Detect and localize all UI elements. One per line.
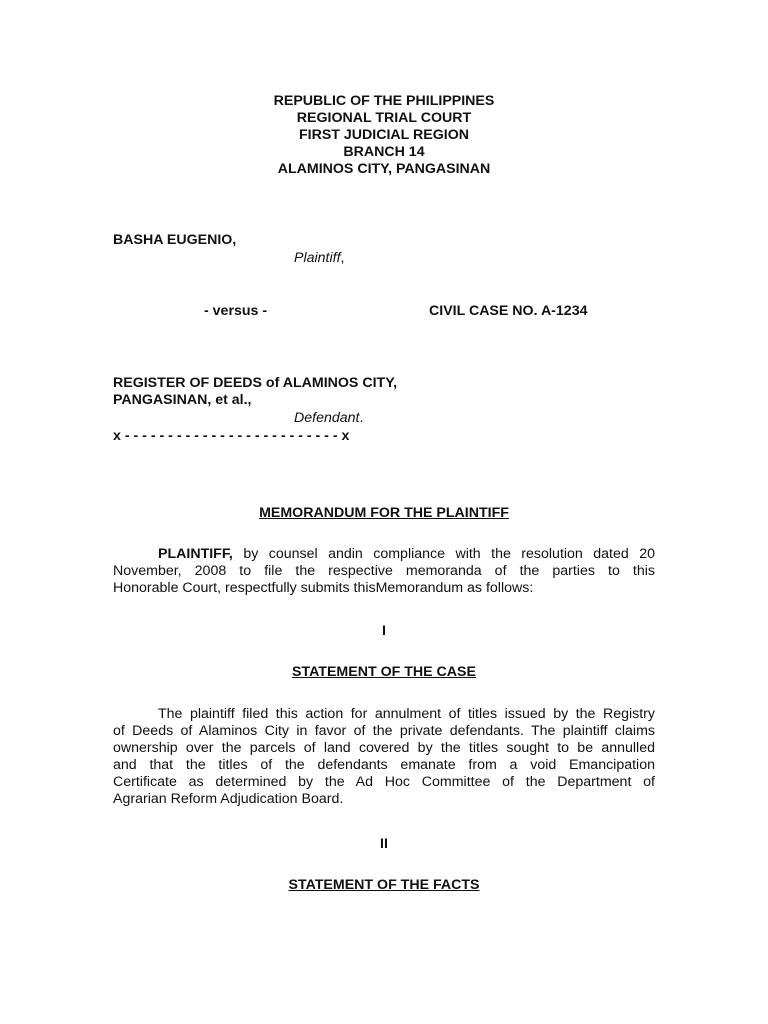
court-header-line: BRANCH 14 bbox=[343, 144, 425, 160]
section1-line: ownership over the parcels of land covered by the titles sought to be annulled bbox=[113, 740, 655, 756]
intro-line: Honorable Court, respectfully submits thisMemorandum as follows: bbox=[113, 580, 534, 596]
court-header bbox=[0, 93, 768, 178]
plaintiff-role-comma: , bbox=[340, 250, 345, 266]
court-header-line: REGIONAL TRIAL COURT bbox=[296, 110, 472, 126]
defendant-name-line2: PANGASINAN, et al., bbox=[113, 392, 252, 408]
caption-separator: x - - - - - - - - - - - - - - - - - - - - - - - - - x bbox=[113, 428, 350, 444]
defendant-role bbox=[294, 410, 363, 427]
section2-numeral: II bbox=[380, 836, 388, 852]
defendant-role-text: Defendant bbox=[294, 410, 360, 426]
case-number: CIVIL CASE NO. A-1234 bbox=[429, 303, 588, 319]
defendant-name-line1: REGISTER OF DEEDS of ALAMINOS CITY, bbox=[113, 375, 398, 391]
section1-line: and that the titles of the defendants emanate from a void Emancipation bbox=[113, 757, 655, 773]
section1-numeral: I bbox=[382, 623, 386, 639]
section1-line: Agrarian Reform Adjudication Board. bbox=[113, 791, 344, 807]
intro-line: November, 2008 to file the respective memoranda of the parties to this bbox=[113, 563, 655, 579]
section2-heading: STATEMENT OF THE FACTS bbox=[288, 877, 480, 893]
document-title: MEMORANDUM FOR THE PLAINTIFF bbox=[259, 505, 509, 521]
section1-heading: STATEMENT OF THE CASE bbox=[292, 664, 476, 680]
plaintiff-name: BASHA EUGENIO, bbox=[113, 232, 237, 248]
court-header-line: REPUBLIC OF THE PHILIPPINES bbox=[273, 93, 495, 109]
intro-lead: PLAINTIFF, bbox=[158, 546, 233, 562]
section1-line: Certificate as determined by the Ad Hoc Committee of the Department of bbox=[113, 774, 655, 790]
defendant-role-period: . bbox=[359, 410, 364, 426]
plaintiff-role-text: Plaintiff bbox=[294, 250, 341, 266]
section1-line: The plaintiff filed this action for annulment of titles issued by the Registry bbox=[158, 706, 655, 722]
court-header-line: ALAMINOS CITY, PANGASINAN bbox=[277, 161, 491, 177]
intro-line bbox=[113, 546, 655, 563]
section1-line: of Deeds of Alaminos City in favor of the private defendants. The plaintiff claims bbox=[113, 723, 655, 739]
section1-paragraph bbox=[113, 706, 655, 808]
intro-paragraph bbox=[113, 546, 655, 597]
plaintiff-role bbox=[294, 250, 344, 267]
versus-label: - versus - bbox=[204, 303, 268, 319]
court-header-line: FIRST JUDICIAL REGION bbox=[298, 127, 469, 143]
intro-line1-rest: by counsel andin compliance with the resolution dated 20 bbox=[243, 546, 655, 562]
